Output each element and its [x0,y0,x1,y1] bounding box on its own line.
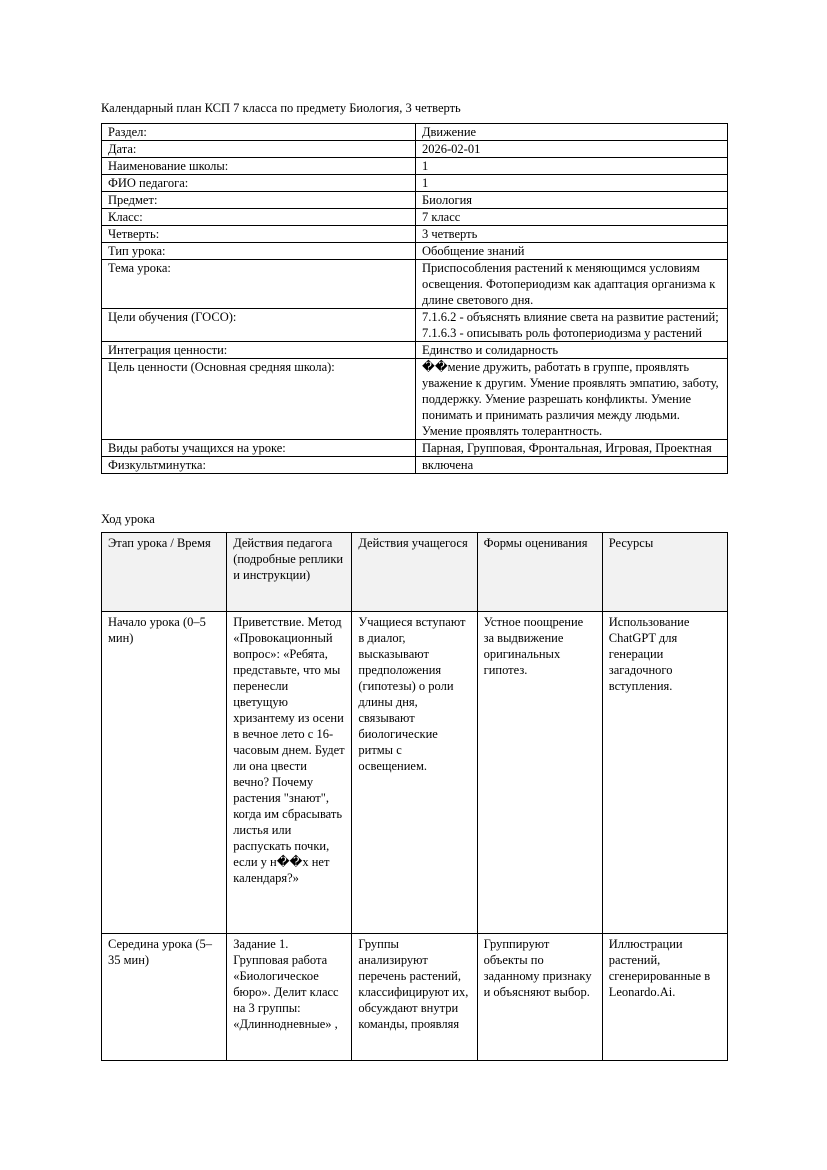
info-value: включена [416,457,728,474]
table-cell [477,934,602,1061]
document-title: Календарный план КСП 7 класса по предмету Биология, 3 четверть [101,101,461,115]
info-row-date [102,141,728,158]
info-row-school [102,158,728,175]
table-cell: Приветствие. Метод «Провокационный вопрос»: «Ребята, представьте, что мы перенесли цветущую хризантему из осени в вечное лето с 16-часовым днем. Будет ли она цвести вечно? Почему растения "знают", когда им сбрасывать листья или распускать почки, если у н��х нет календаря?» [227,612,352,934]
info-value: 3 четверть [416,226,728,243]
info-label: Интеграция ценности: [102,342,416,359]
info-value: 2026-02-01 [416,141,728,158]
column-header: Действия педагога (подробные реплики и инструкции) [227,533,352,612]
cell-text: Задание 1. Групповая работа «Биологическое бюро». Делит класс на 3 группы: «Длиннодневные» , [233,937,339,1031]
info-row-work-types [102,440,728,457]
info-row-value-goal [102,359,728,440]
info-row-class [102,209,728,226]
info-value: Приспособления растений к меняющимся условиям освещения. Фотопериодизм как адаптация организма к длине светового дня. [416,260,728,309]
info-row-pe-break [102,457,728,474]
info-row-topic [102,260,728,309]
cell-text: Группы анализируют перечень растений, классифицируют их, обсуждают внутри команды, проявляя [358,937,469,1031]
lesson-info-table [101,123,728,474]
info-label: Тип урока: [102,243,416,260]
info-value: ��мение дружить, работать в группе, проявлять уважение к другим. Умение проявлять эмпатию, заботу, поддержку. Умение разрешать конфликты. Умение понимать и принимать различия между людьми. Умение проявлять толерантность. [416,359,728,440]
cell-text: Иллюстрации растений, сгенерированные в Leonardo.Ai. [608,937,711,999]
info-value: 1 [416,158,728,175]
column-header: Ресурсы [602,533,727,612]
info-value: 7 класс [416,209,728,226]
info-label: Наименование школы: [102,158,416,175]
info-label: Физкультминутка: [102,457,416,474]
info-label: Предмет: [102,192,416,209]
info-row-section [102,124,728,141]
info-row-teacher [102,175,728,192]
info-label: Цели обучения (ГОСО): [102,309,416,342]
cell-text: Группируют объекты по заданному признаку и объясняют выбор. [483,937,592,999]
info-label: Дата: [102,141,416,158]
info-row-value-integration [102,342,728,359]
column-header: Формы оценивания [477,533,602,612]
table-row [102,612,728,934]
column-header: Действия учащегося [352,533,477,612]
lesson-progress-heading: Ход урока [101,512,155,526]
info-value: Единство и солидарность [416,342,728,359]
lesson-progress-table [101,532,728,1061]
table-cell: Учащиеся вступают в диалог, высказывают предположения (гипотезы) о роли длины дня, связывают биологические ритмы с освещением. [352,612,477,934]
info-value: Биология [416,192,728,209]
table-cell [352,934,477,1061]
info-row-lesson-type [102,243,728,260]
info-value: Парная, Групповая, Фронтальная, Игровая, Проектная [416,440,728,457]
info-row-subject [102,192,728,209]
info-value: 1 [416,175,728,192]
table-cell [602,934,727,1061]
info-label: Цель ценности (Основная средняя школа): [102,359,416,440]
cell-text: Середина урока (5–35 мин) [108,937,213,967]
info-value: 7.1.6.2 - объяснять влияние света на развитие растений; 7.1.6.3 - описывать роль фотопериодизма у растений [416,309,728,342]
table-cell: Устное поощрение за выдвижение оригинальных гипотез. [477,612,602,934]
info-label: Четверть: [102,226,416,243]
table-row [102,934,728,1061]
table-cell [102,934,227,1061]
info-value: Обобщение знаний [416,243,728,260]
info-row-quarter [102,226,728,243]
info-label: Раздел: [102,124,416,141]
table-header-row [102,533,728,612]
table-cell [227,934,352,1061]
table-cell: Начало урока (0–5 мин) [102,612,227,934]
info-label: ФИО педагога: [102,175,416,192]
info-row-goals [102,309,728,342]
table-cell: Использование ChatGPT для генерации загадочного вступления. [602,612,727,934]
info-label: Тема урока: [102,260,416,309]
info-label: Виды работы учащихся на уроке: [102,440,416,457]
info-label: Класс: [102,209,416,226]
column-header: Этап урока / Время [102,533,227,612]
info-value: Движение [416,124,728,141]
